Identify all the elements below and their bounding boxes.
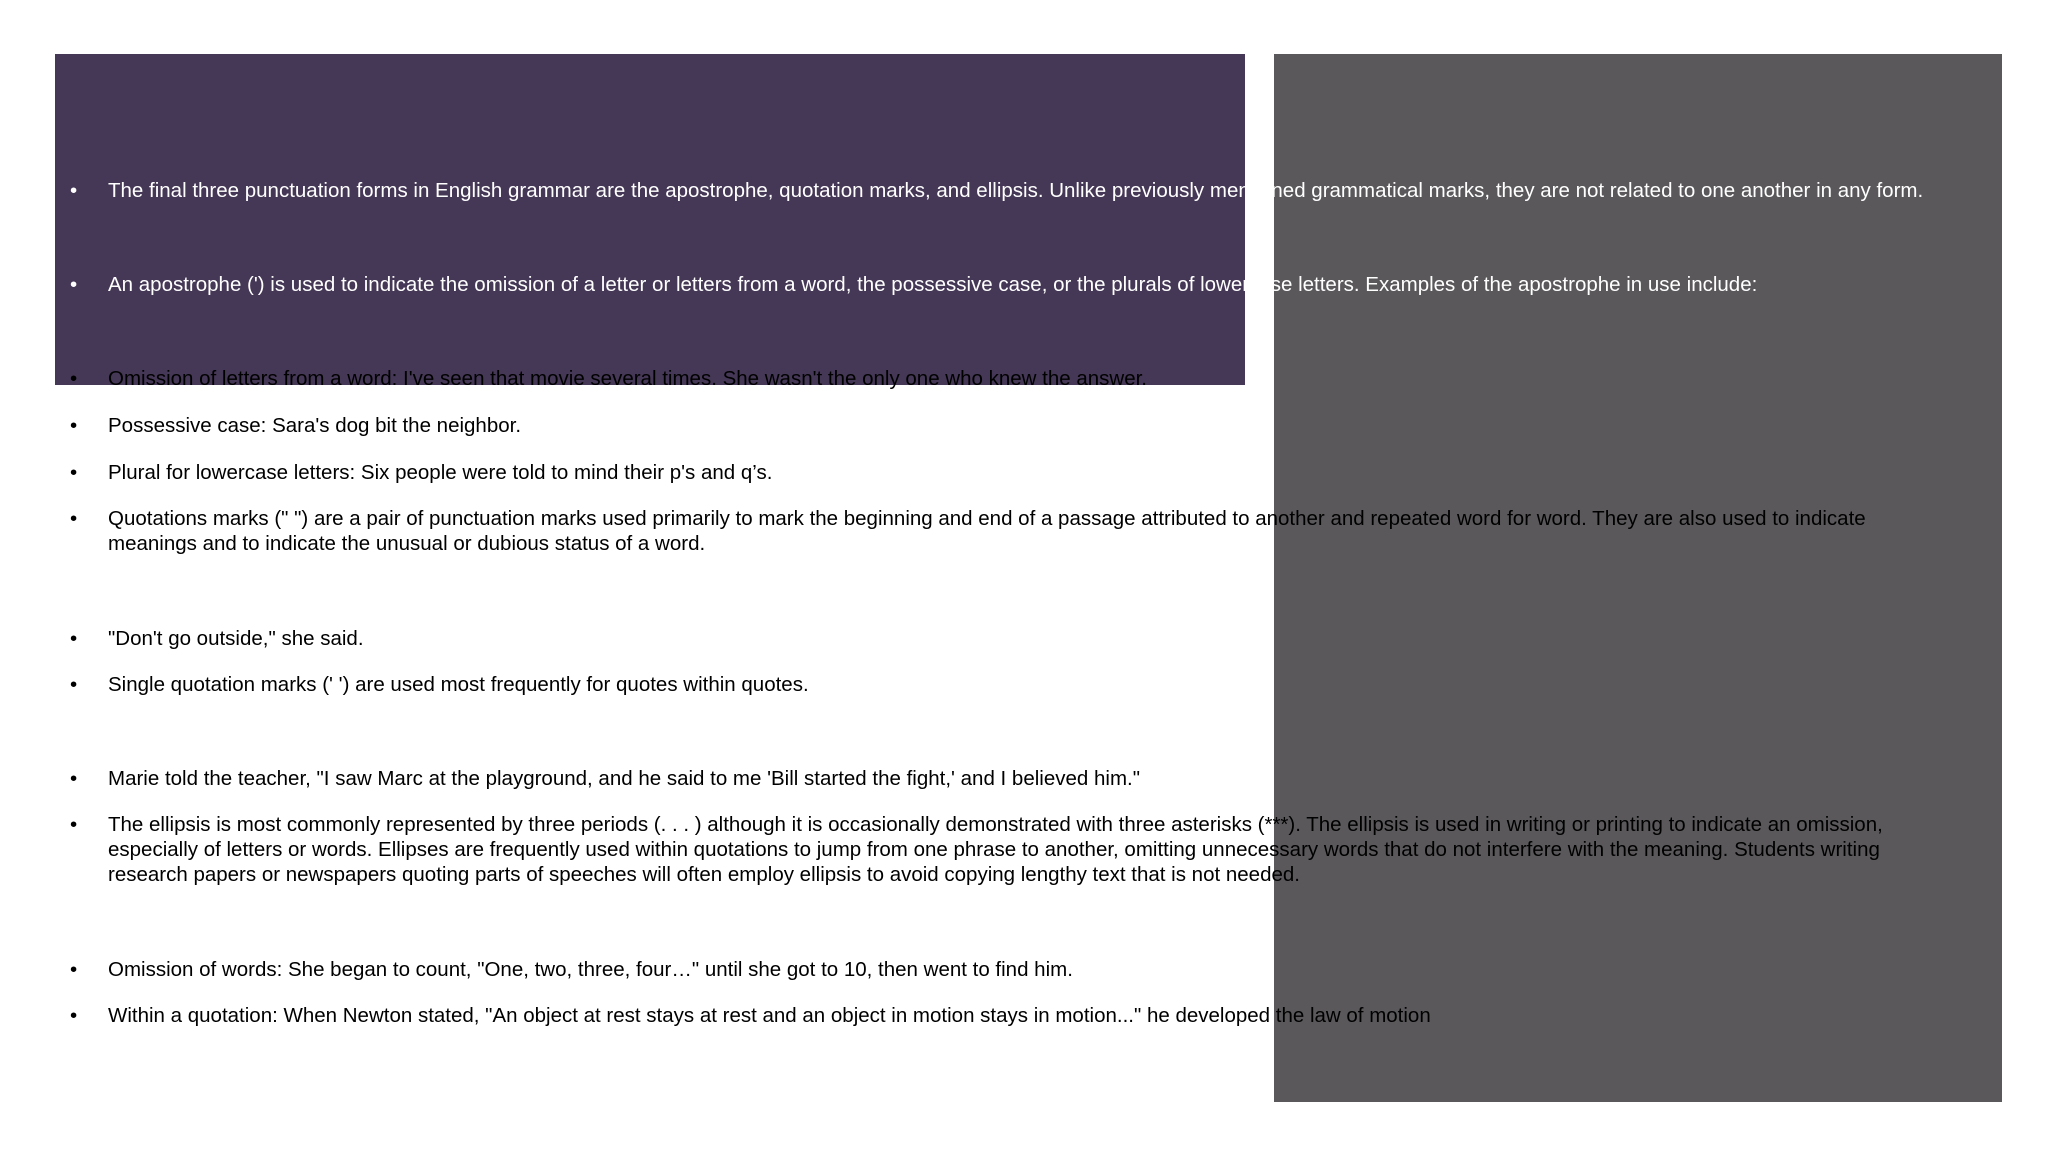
paragraph-newton-quote: Within a quotation: When Newton stated, "An object at rest stays at rest and an object in motion stays in motion..." he developed the law of motion [108,1004,1431,1027]
paragraph-dont-go-outside: "Don't go outside," she said. [108,627,364,650]
paragraph-quotation-marks-line2: meanings and to indicate the unusual or dubious status of a word. [108,532,706,555]
paragraph-possessive: Possessive case: Sara's dog bit the neighbor. [108,414,522,437]
paragraph-ellipsis-line2: especially of letters or words. Ellipses are frequently used within quotations to jump from one phrase to another, omitting unnecessary words that do not interfere with the meaning. Students writing [108,838,1880,861]
bullet-icon: • [70,673,78,696]
bullet-icon: • [70,507,78,530]
paragraph-marie-example: Marie told the teacher, "I saw Marc at the playground, and he said to me 'Bill started the fight,' and I believed him." [108,767,1140,790]
bullet-icon: • [70,179,78,202]
bullet-icon: • [70,414,78,437]
paragraph-ellipsis-line3: research papers or newspapers quoting parts of speeches will often employ ellipsis to avoid copying lengthy text that is not needed. [108,863,1300,886]
bullet-icon: • [70,767,78,790]
bullet-icon: • [70,958,78,981]
paragraph-apostrophe: An apostrophe (') is used to indicate the omission of a letter or letters from a word, the possessive case, or the plurals of lowercase letters. Examples of the apostrophe in use include: [108,273,1758,296]
paragraph-omission-letters: Omission of letters from a word: I've seen that movie several times. She wasn't the only one who knew the answer. [108,367,1148,390]
bullet-icon: • [70,367,78,390]
bullet-icon: • [70,813,78,836]
bullet-icon: • [70,461,78,484]
bullet-icon: • [70,1004,78,1027]
paragraph-intro: The final three punctuation forms in English grammar are the apostrophe, quotation marks, and ellipsis. Unlike previously mentioned grammatical marks, they are not related to one another in any form. [108,179,1924,202]
paragraph-quotation-marks-line1: Quotations marks (" ") are a pair of punctuation marks used primarily to mark the beginning and end of a passage attributed to another and repeated word for word. They are also used to indicate [108,507,1866,530]
bullet-icon: • [70,273,78,296]
paragraph-omission-words: Omission of words: She began to count, "One, two, three, four…" until she got to 10, then went to find him. [108,958,1073,981]
paragraph-plural-lowercase: Plural for lowercase letters: Six people were told to mind their p's and q’s. [108,461,773,484]
bullet-icon: • [70,627,78,650]
paragraph-ellipsis-line1: The ellipsis is most commonly represented by three periods (. . . ) although it is occasionally demonstrated with three asterisks (***). The ellipsis is used in writing or printing to indicate an omission, [108,813,1883,836]
paragraph-single-quotes: Single quotation marks (' ') are used most frequently for quotes within quotes. [108,673,809,696]
